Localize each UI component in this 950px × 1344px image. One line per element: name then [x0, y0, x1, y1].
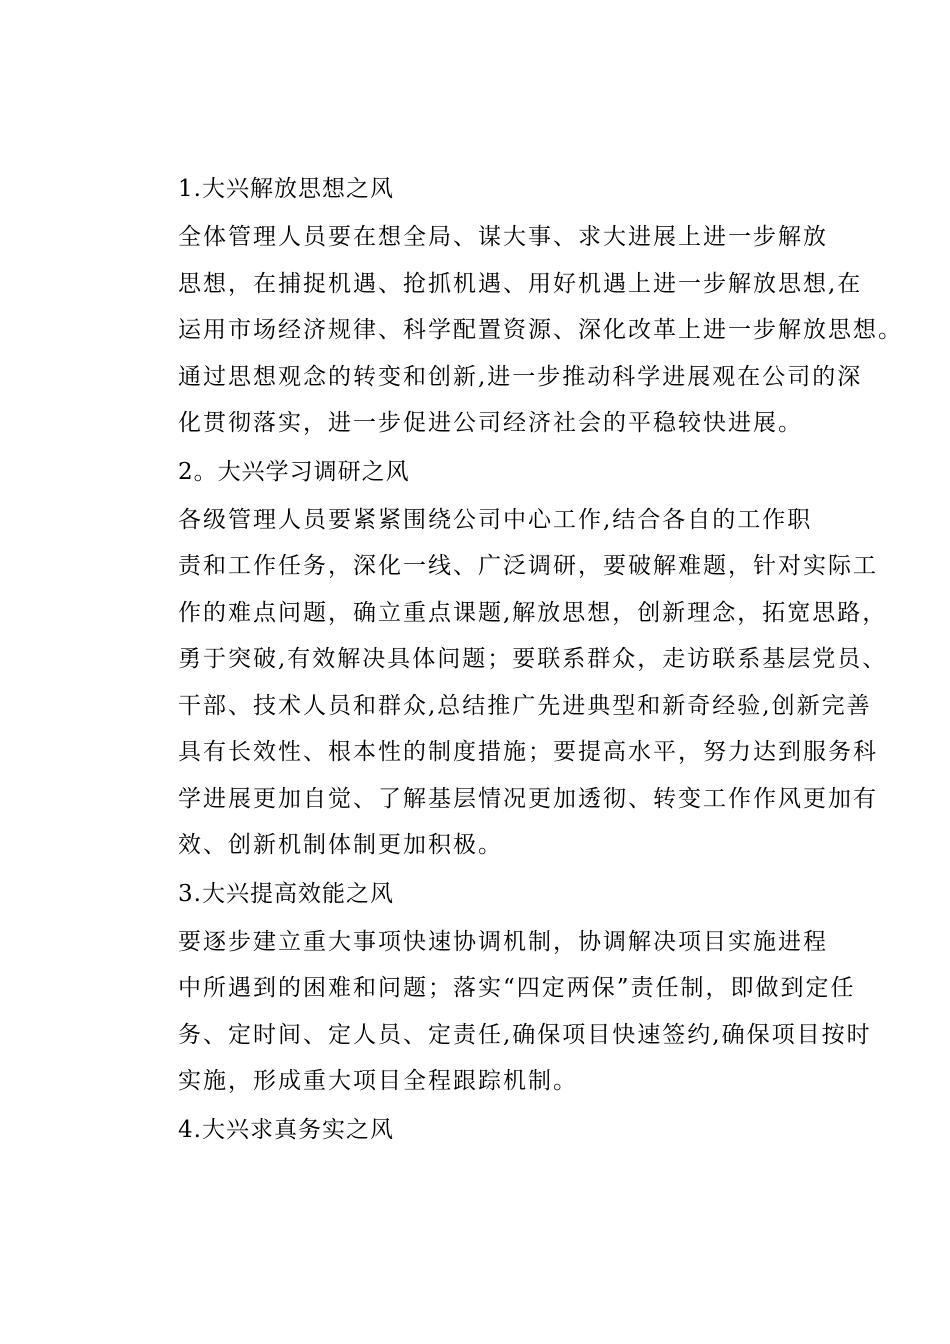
paragraph-line: 责和工作任务，深化一线、广泛调研，要破解难题，针对实际工 — [178, 553, 878, 579]
paragraph-line: 中所遇到的困难和问题；落实“四定两保”责任制，即做到定任 — [178, 975, 856, 1001]
paragraph-line: 勇于突破,有效解决具体问题；要联系群众，走访联系基层党员、 — [178, 646, 888, 672]
paragraph-line: 思想，在捕捉机遇、抢抓机遇、用好机遇上进一步解放思想,在 — [178, 270, 863, 297]
paragraph-line: 干部、技术人员和群众,总结推广先进典型和新奇经验,创新完善 — [178, 692, 872, 719]
paragraph-line: 各级管理人员要紧紧围绕公司中心工作,结合各自的工作职 — [178, 506, 813, 533]
paragraph-line: 学进展更加自觉、了解基层情况更加透彻、转变工作作风更加有 — [178, 785, 878, 812]
section-heading-2: 2。大兴学习调研之风 — [178, 458, 410, 485]
section-paragraph-3 — [130, 919, 872, 1105]
paragraph-line: 运用市场经济规律、科学配置资源、深化改革上进一步解放思想。 — [178, 317, 903, 343]
section-paragraph-2 — [130, 497, 888, 869]
paragraph-line: 实施，形成重大项目全程跟踪机制。 — [178, 1068, 578, 1094]
paragraph-line: 全体管理人员要在想全局、谋大事、求大进展上进一步解放 — [178, 224, 828, 250]
paragraph-line: 具有长效性、根本性的制度措施；要提高水平，努力达到服务科 — [178, 739, 878, 765]
section-heading-1: 1.大兴解放思想之风 — [178, 176, 394, 202]
section-paragraph-1 — [130, 214, 903, 447]
paragraph-line: 化贯彻落实，进一步促进公司经济社会的平稳较快进展。 — [178, 410, 803, 436]
paragraph-line: 务、定时间、定人员、定责任,确保项目快速签约,确保项目按时 — [178, 1021, 872, 1048]
paragraph-line: 作的难点问题，确立重点课题,解放思想，创新理念，拓宽思路， — [178, 599, 888, 626]
section-heading-3: 3.大兴提高效能之风 — [178, 880, 394, 907]
section-heading-4: 4.大兴求真务实之风 — [178, 1116, 394, 1143]
paragraph-line: 通过思想观念的转变和创新,进一步推动科学进展观在公司的深 — [178, 363, 863, 390]
paragraph-line: 效、创新机制体制更加积极。 — [178, 832, 503, 858]
document-body — [130, 167, 903, 1155]
paragraph-line: 要逐步建立重大事项快速协调机制，协调解决项目实施进程 — [178, 928, 828, 955]
